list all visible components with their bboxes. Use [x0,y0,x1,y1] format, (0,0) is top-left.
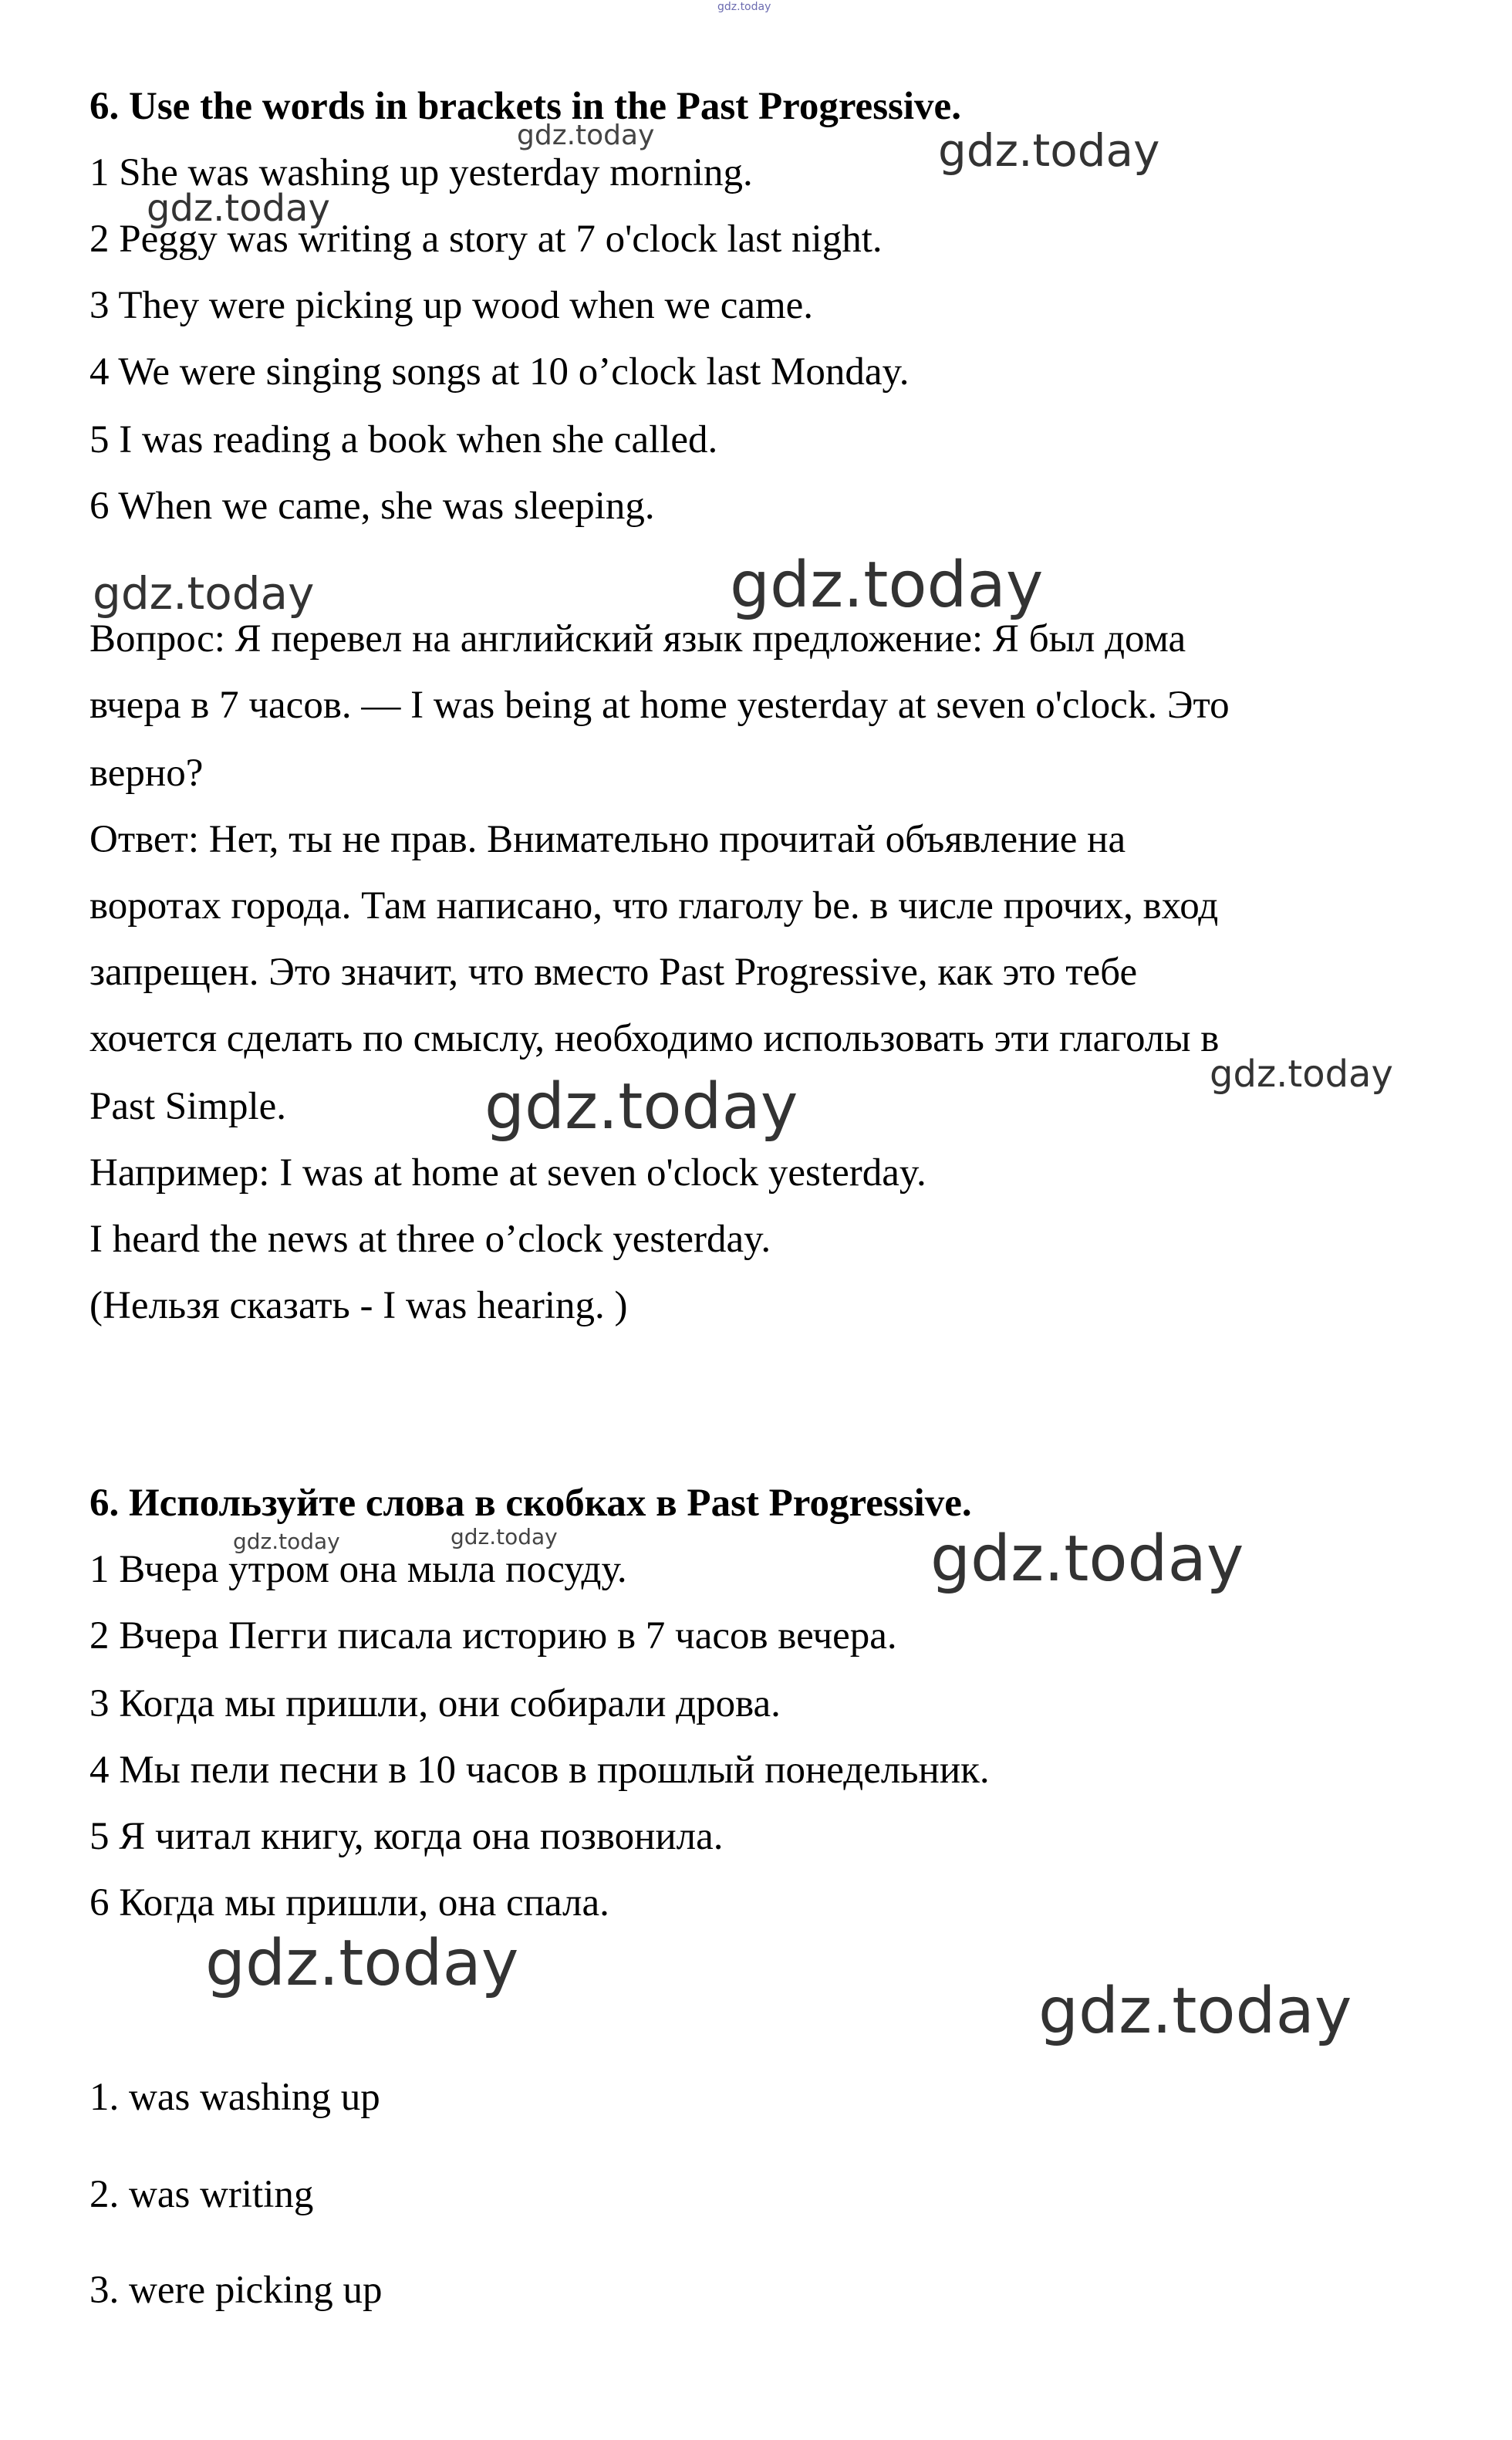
watermark: gdz.today [233,1529,340,1554]
watermark: gdz.today [451,1524,558,1550]
qa-line: Ответ: Нет, ты не прав. Внимательно прочитай объявление на [89,818,1126,861]
qa-line: хочется сделать по смыслу, необходимо использовать эти глаголы в [89,1017,1220,1060]
russian-sentence: 5 Я читал книгу, когда она позвонила. [89,1815,724,1858]
watermark: gdz.today [1210,1053,1393,1096]
qa-line: запрещен. Это значит, что вместо Past Progressive, как это тебе [89,951,1138,994]
watermark: gdz.today [147,187,330,230]
english-sentence: 1 She was washing up yesterday morning. [89,151,753,194]
english-sentence: 6 When we came, she was sleeping. [89,485,655,528]
qa-line: (Нельзя сказать - I was hearing. ) [89,1284,628,1327]
watermark: gdz.today [517,120,655,151]
qa-line: I heard the news at three o’clock yesterday. [89,1218,771,1261]
answer-item: 1. was washing up [89,2076,380,2119]
russian-sentence: 4 Мы пели песни в 10 часов в прошлый понедельник. [89,1749,990,1792]
russian-sentence: 2 Вчера Пегги писала историю в 7 часов вечера. [89,1614,897,1658]
russian-sentence: 3 Когда мы пришли, они собирали дрова. [89,1682,781,1725]
qa-line: вчера в 7 часов. — I was being at home yesterday at seven o'clock. Это [89,684,1230,727]
russian-sentence: 6 Когда мы пришли, она спала. [89,1881,609,1925]
watermark: gdz.today [1038,1975,1352,2048]
russian-sentence: 1 Вчера утром она мыла посуду. [89,1548,627,1591]
answer-item: 3. were picking up [89,2269,383,2312]
russian-exercise-heading: 6. Используйте слова в скобках в Past Progressive. [89,1482,972,1525]
english-sentence: 3 They were picking up wood when we came. [89,284,814,327]
qa-line: Past Simple. [89,1085,287,1128]
watermark-top: gdz.today [717,1,771,13]
watermark: gdz.today [205,1927,519,2000]
english-sentence: 2 Peggy was writing a story at 7 o'clock last night. [89,218,883,261]
watermark: gdz.today [484,1070,798,1144]
qa-line: верно? [89,752,204,795]
qa-line: Вопрос: Я перевел на английский язык предложение: Я был дома [89,617,1186,661]
qa-line: воротах города. Там написано, что глаголу be. в числе прочих, вход [89,884,1219,928]
watermark: gdz.today [93,567,315,620]
english-sentence: 4 We were singing songs at 10 o’clock last Monday. [89,350,910,394]
watermark: gdz.today [730,549,1044,622]
watermark: gdz.today [938,124,1160,177]
answer-item: 2. was writing [89,2173,314,2216]
english-sentence: 5 I was reading a book when she called. [89,418,718,461]
qa-line: Например: I was at home at seven o'clock yesterday. [89,1151,926,1195]
english-exercise-heading: 6. Use the words in brackets in the Past Progressive. [89,85,961,128]
watermark: gdz.today [930,1522,1244,1596]
